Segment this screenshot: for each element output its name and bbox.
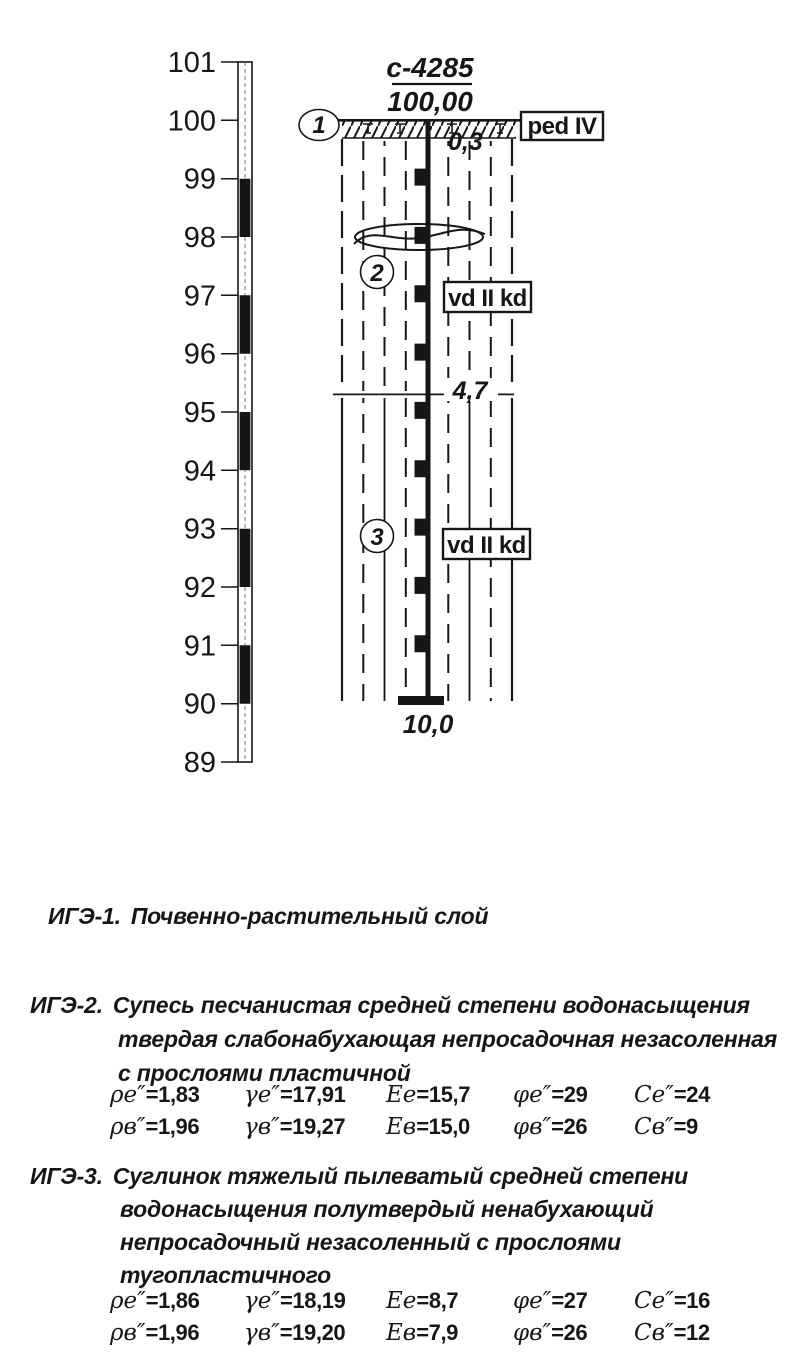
ige3-parameters [110,1288,710,1352]
scale-tick-label: 100 [167,105,216,138]
badge-number: 3 [370,524,384,551]
legend-line [30,1160,688,1193]
param-symbol: γе″ [244,1082,280,1108]
legend-ige2-line3: с прослоями пластичной [118,1060,411,1086]
scale-tick-label: 99 [183,163,216,196]
legend-line [30,988,777,1022]
param-token [634,1082,710,1108]
param-value: =19,20 [279,1320,346,1345]
legend-ige3-code: ИГЭ-3. [30,1163,103,1189]
depth-label-4-7: 4,7 [452,377,488,405]
legend-ige1-text: Почвенно-растительный слой [130,903,489,929]
scale-tick-label: 97 [183,280,216,313]
param-value: =7,9 [416,1320,459,1345]
param-token [513,1082,634,1108]
ige3-param-row-saturated [110,1320,710,1352]
param-token [386,1114,513,1140]
param-symbol: φв″ [513,1114,552,1140]
layer-badge-1 [299,110,339,141]
param-token [513,1114,634,1140]
param-symbol: Ев [386,1114,417,1140]
borehole-diagram [0,0,660,800]
param-symbol: ρе″ [110,1288,146,1314]
param-symbol: γв″ [244,1320,280,1346]
depth-label-total: 10,0 [402,709,454,739]
scale-tick-label: 92 [183,572,216,604]
param-token [386,1320,513,1346]
param-symbol: φв″ [513,1320,552,1346]
layer-boundary [333,377,514,405]
scale-tick-label: 95 [183,397,216,429]
param-token [513,1288,634,1314]
param-value: =1,83 [145,1082,200,1107]
param-token [244,1288,386,1314]
elevation-scale [168,47,252,779]
scale-tick-label: 94 [183,455,216,488]
param-token [244,1320,386,1346]
borehole-header [386,52,474,117]
param-symbol: Ее [386,1082,417,1108]
legend-ige3-line1: Суглинок тяжелый пылеватый средней степени [112,1163,689,1189]
param-symbol: ρв″ [110,1114,146,1140]
scale-tick-label: 90 [183,688,216,721]
legend-ige2-code: ИГЭ-2. [30,992,103,1018]
legend-ige3-line2: водонасыщения полутвердый ненабухающий [120,1196,654,1222]
legend-ige3-line4: тугопластичного [120,1262,331,1288]
param-value: =12 [673,1320,710,1345]
layer-badge-2 [361,256,394,289]
param-value: =26 [551,1320,588,1345]
scale-tick-label: 98 [183,222,216,254]
param-value: =1,96 [145,1320,200,1345]
param-value: =27 [551,1288,588,1313]
param-token [110,1114,244,1140]
param-symbol: γв″ [244,1114,280,1140]
param-symbol: γе″ [244,1288,280,1314]
param-token [244,1114,386,1140]
param-token [386,1288,513,1314]
legend-ige1-code: ИГЭ-1. [48,903,121,929]
param-token [634,1114,698,1140]
param-value: =9 [673,1114,698,1139]
legend-ige3-line3: непросадочный незасоленный с прослоями [120,1229,621,1255]
param-symbol: ρе″ [110,1082,146,1108]
param-symbol: Се″ [634,1288,674,1314]
ige2-parameters [110,1082,710,1146]
ige2-param-row-natural [110,1082,710,1114]
legend-ige2-line2: твердая слабонабухающая непросадочная незасоленная [118,1026,778,1052]
param-token [244,1082,386,1108]
badge-number: 1 [312,112,326,139]
param-value: =26 [551,1114,588,1139]
param-symbol: Ее [386,1288,417,1314]
param-symbol: Се″ [634,1082,674,1108]
param-token [110,1082,244,1108]
unit-label-upper: vd II kd [448,285,527,312]
legend-ige2-line1: Супесь песчанистая средней степени водонасыщения [112,992,750,1018]
scale-ticks [221,62,238,762]
param-token [386,1082,513,1108]
param-value: =15,7 [416,1082,471,1107]
scale-tick-label: 93 [183,513,216,546]
param-token [513,1320,634,1346]
param-value: =1,96 [145,1114,200,1139]
legend-ige3 [30,1160,688,1292]
scale-tick-label: 91 [183,630,216,663]
ige3-param-row-natural [110,1288,710,1320]
borehole-id: с-4285 [386,52,474,83]
param-value: =29 [551,1082,588,1107]
param-value: =17,91 [279,1082,346,1107]
param-token [110,1320,244,1346]
soil-dashes [385,141,491,391]
param-value: =1,86 [145,1288,200,1313]
legend-ige1 [48,899,488,933]
unit-box-ped [521,112,603,140]
param-token [634,1288,710,1314]
param-value: =19,27 [279,1114,346,1139]
layer-badge-3 [361,520,394,553]
unit-box-vd-lower [443,529,530,559]
param-token [110,1288,244,1314]
param-value: =24 [673,1082,710,1107]
param-symbol: ρв″ [110,1320,146,1346]
scale-tick-label: 96 [183,338,216,371]
unit-box-vd-upper [444,282,531,312]
param-value: =15,0 [416,1114,470,1139]
ige2-param-row-saturated [110,1114,710,1146]
scale-tick-label: 101 [167,47,216,79]
param-value: =8,7 [416,1288,459,1313]
unit-label-lower: vd II kd [447,532,526,559]
depth-label-0-3: 0,3 [448,128,483,156]
borehole-elevation: 100,00 [387,86,473,117]
scale-tick-label: 89 [183,747,216,779]
surface-unit-label: ped IV [527,113,597,140]
badge-number: 2 [370,260,384,287]
legend-ige2 [30,988,777,1090]
param-symbol: φе″ [513,1082,552,1108]
param-symbol: Св″ [634,1114,674,1140]
param-symbol: Ев [386,1320,417,1346]
param-token [634,1320,710,1346]
sample-marks [415,169,428,653]
param-symbol: φе″ [513,1288,552,1314]
param-value: =16 [673,1288,710,1313]
param-value: =18,19 [279,1288,346,1313]
param-symbol: Св″ [634,1320,674,1346]
borehole-bottom-mark [398,696,444,705]
